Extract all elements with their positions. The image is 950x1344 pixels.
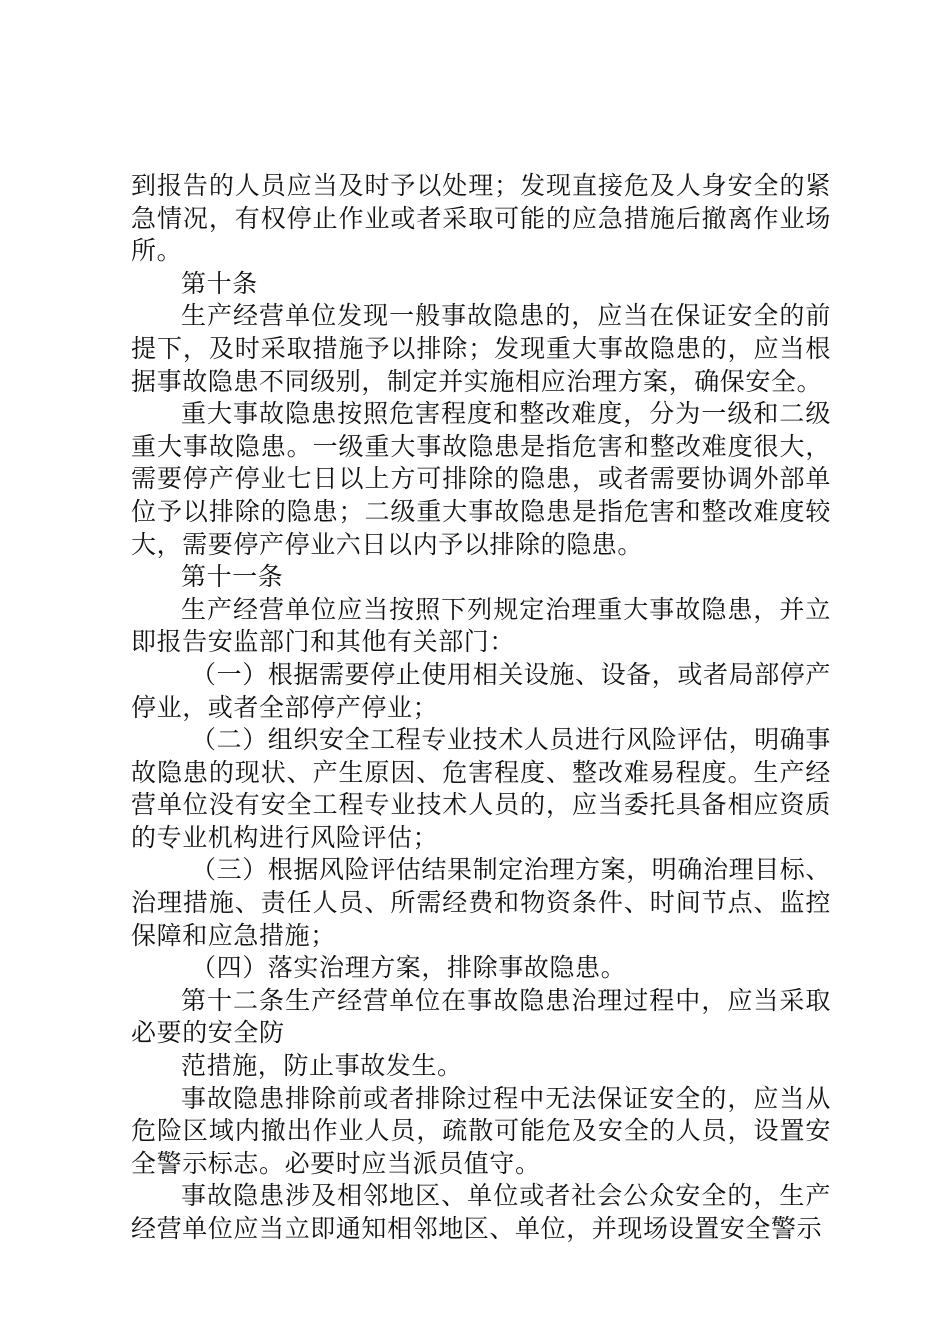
paragraph: 生产经营单位应当按照下列规定治理重大事故隐患，并立即报告安监部门和其他有关部门： (131, 594, 831, 657)
paragraph: 生产经营单位发现一般事故隐患的，应当在保证安全的前提下，及时采取措施予以排除；发现重大事故隐患的，应当根据事故隐患不同级别，制定并实施相应治理方案，确保安全。 (131, 301, 831, 396)
paragraph: 重大事故隐患按照危害程度和整改难度，分为一级和二级重大事故隐患。一级重大事故隐患是指危害和整改难度很大，需要停产停业七日以上方可排除的隐患，或者需要协调外部单位予以排除的隐患；二级重大事故隐患是指危害和整改难度较大，需要停产停业六日以内予以排除的隐患。 (131, 399, 831, 559)
paragraph-continuation: 到报告的人员应当及时予以处理；发现直接危及人身安全的紧急情况，有权停止作业或者采取可能的应急措施后撤离作业场所。 (131, 171, 831, 266)
list-item-4: （四）落实治理方案，排除事故隐患。 (191, 953, 627, 983)
list-item-3: （三）根据风险评估结果制定治理方案，明确治理目标、治理措施、责任人员、所需经费和物资条件、时间节点、监控保障和应急措施； (131, 855, 832, 950)
list-item-1: （一）根据需要停止使用相关设施、设备，或者局部停产停业，或者全部停产停业； (131, 659, 832, 722)
article-paragraph-12: 第十二条生产经营单位在事故隐患治理过程中，应当采取必要的安全防 (131, 985, 831, 1048)
document-body (131, 170, 831, 1246)
paragraph: 范措施，防止事故发生。 (181, 1051, 463, 1081)
paragraph: 事故隐患排除前或者排除过程中无法保证安全的，应当从危险区域内撤出作业人员，疏散可能危及安全的人员，设置安全警示标志。必要时应当派员值守。 (131, 1083, 831, 1178)
article-heading-10: 第十条 (181, 268, 258, 298)
list-item-2: （二）组织安全工程专业技术人员进行风险评估，明确事故隐患的现状、产生原因、危害程度、整改难易程度。生产经营单位没有安全工程专业技术人员的，应当委托具备相应资质的专业机构进行风险评估； (131, 725, 832, 852)
article-heading-11: 第十一条 (181, 562, 284, 592)
paragraph: 事故隐患涉及相邻地区、单位或者社会公众安全的，生产经营单位应当立即通知相邻地区、单位，并现场设置安全警示 (131, 1181, 831, 1243)
